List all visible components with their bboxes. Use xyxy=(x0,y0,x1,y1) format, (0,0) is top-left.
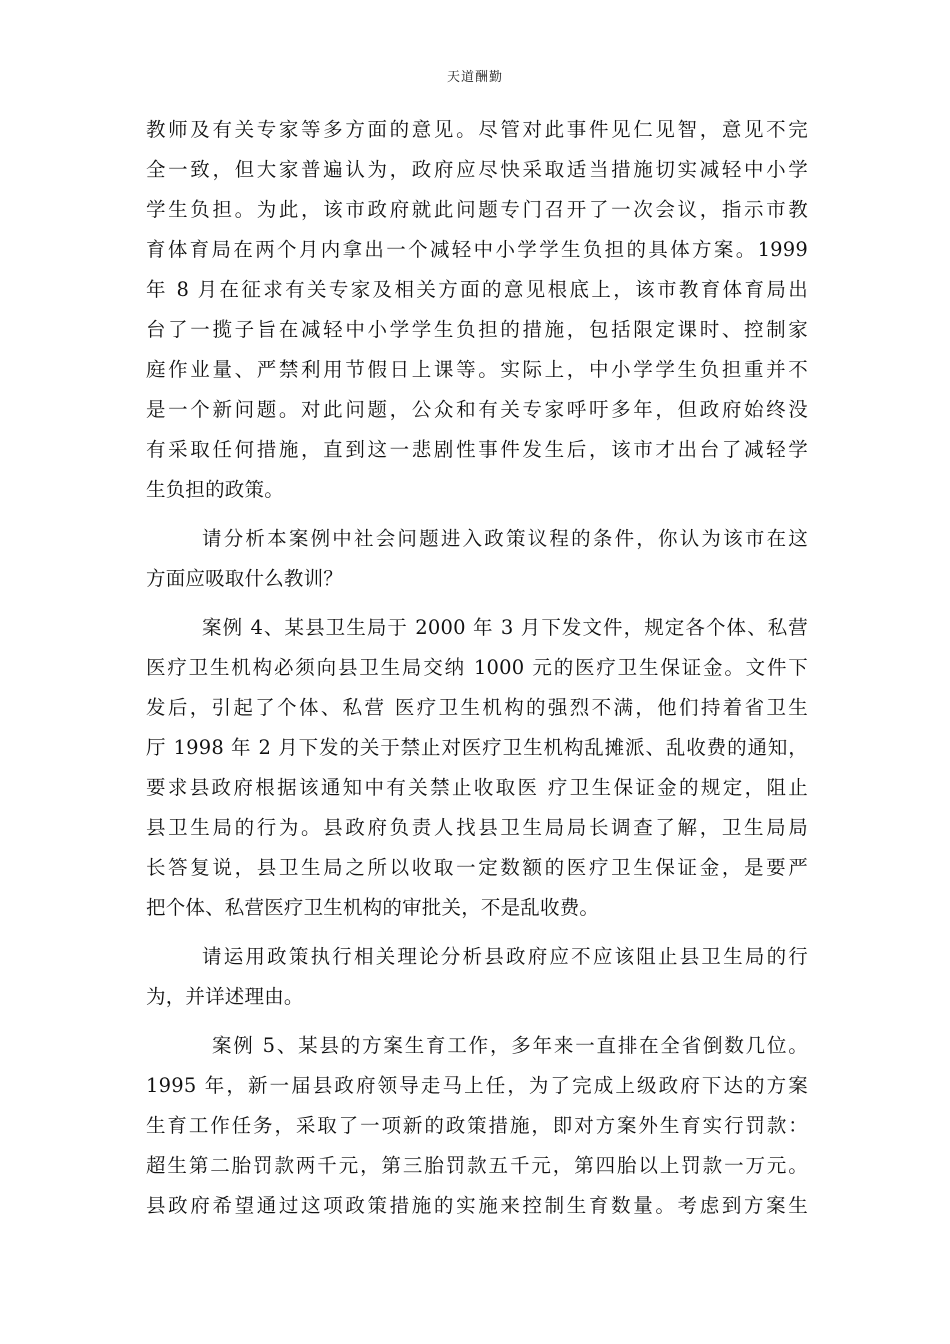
paragraph-case-4 xyxy=(146,608,808,928)
text-line: 教师及有关专家等多方面的意见。尽管对此事件见仁见智，意见不完 xyxy=(146,118,808,141)
text-line: 年 8 月在征求有关专家及相关方面的意见根底上，该市教育体育局出 xyxy=(146,278,808,301)
text-line: 厅 1998 年 2 月下发的关于禁止对医疗卫生机构乱摊派、乱收费的通知， xyxy=(146,736,808,759)
text-line: 超生第二胎罚款两千元，第三胎罚款五千元，第四胎以上罚款一万元。 xyxy=(146,1154,808,1177)
text-line: 是一个新问题。对此问题，公众和有关专家呼吁多年，但政府始终没 xyxy=(146,398,808,421)
text-line: 要求县政府根据该通知中有关禁止收取医 疗卫生保证金的规定，阻止 xyxy=(146,776,808,799)
text-line: 全一致，但大家普遍认为，政府应尽快采取适当措施切实减轻中小学 xyxy=(146,158,808,181)
text-line: 医疗卫生机构必须向县卫生局交纳 1000 元的医疗卫生保证金。文件下 xyxy=(146,656,808,679)
paragraph-case-5 xyxy=(146,1026,808,1226)
text-line: 请分析本案例中社会问题进入政策议程的条件，你认为该市在这 xyxy=(202,527,808,550)
text-line: 台了一揽子旨在减轻中小学学生负担的措施，包括限定课时、控制家 xyxy=(146,318,808,341)
page-header: 天道酬勤 xyxy=(446,70,503,85)
text-line: 为，并详述理由。 xyxy=(146,985,304,1008)
text-line: 发后，引起了个体、私营 医疗卫生机构的强烈不满，他们持着省卫生 xyxy=(146,696,808,719)
text-line: 生负担的政策。 xyxy=(146,478,284,501)
text-line: 庭作业量、严禁利用节假日上课等。实际上，中小学学生负担重并不 xyxy=(146,358,808,381)
text-line: 1995 年，新一届县政府领导走马上任，为了完成上级政府下达的方案 xyxy=(146,1074,808,1097)
text-line: 案例 5、某县的方案生育工作，多年来一直排在全省倒数几位。 xyxy=(212,1034,808,1057)
paragraph-continuation xyxy=(146,110,808,510)
text-line: 请运用政策执行相关理论分析县政府应不应该阻止县卫生局的行 xyxy=(202,945,808,968)
text-line: 方面应吸取什么教训？ xyxy=(146,567,344,590)
text-line: 把个体、私营医疗卫生机构的审批关，不是乱收费。 xyxy=(146,896,600,919)
text-line: 长答复说，县卫生局之所以收取一定数额的医疗卫生保证金，是要严 xyxy=(146,856,808,879)
text-line: 案例 4、某县卫生局于 2000 年 3 月下发文件，规定各个体、私营 xyxy=(202,616,808,639)
text-line: 学生负担。为此，该市政府就此问题专门召开了一次会议，指示市教 xyxy=(146,198,808,221)
text-line: 县政府希望通过这项政策措施的实施来控制生育数量。考虑到方案生 xyxy=(146,1194,808,1217)
text-line: 生育工作任务，采取了一项新的政策措施，即对方案外生育实行罚款： xyxy=(146,1114,808,1137)
paragraph-question-3 xyxy=(146,519,808,599)
text-line: 县卫生局的行为。县政府负责人找县卫生局局长调查了解，卫生局局 xyxy=(146,816,808,839)
text-line: 育体育局在两个月内拿出一个减轻中小学学生负担的具体方案。1999 xyxy=(146,238,808,261)
text-line: 有采取任何措施，直到这一悲剧性事件发生后，该市才出台了减轻学 xyxy=(146,438,808,461)
paragraph-question-4 xyxy=(146,937,808,1017)
